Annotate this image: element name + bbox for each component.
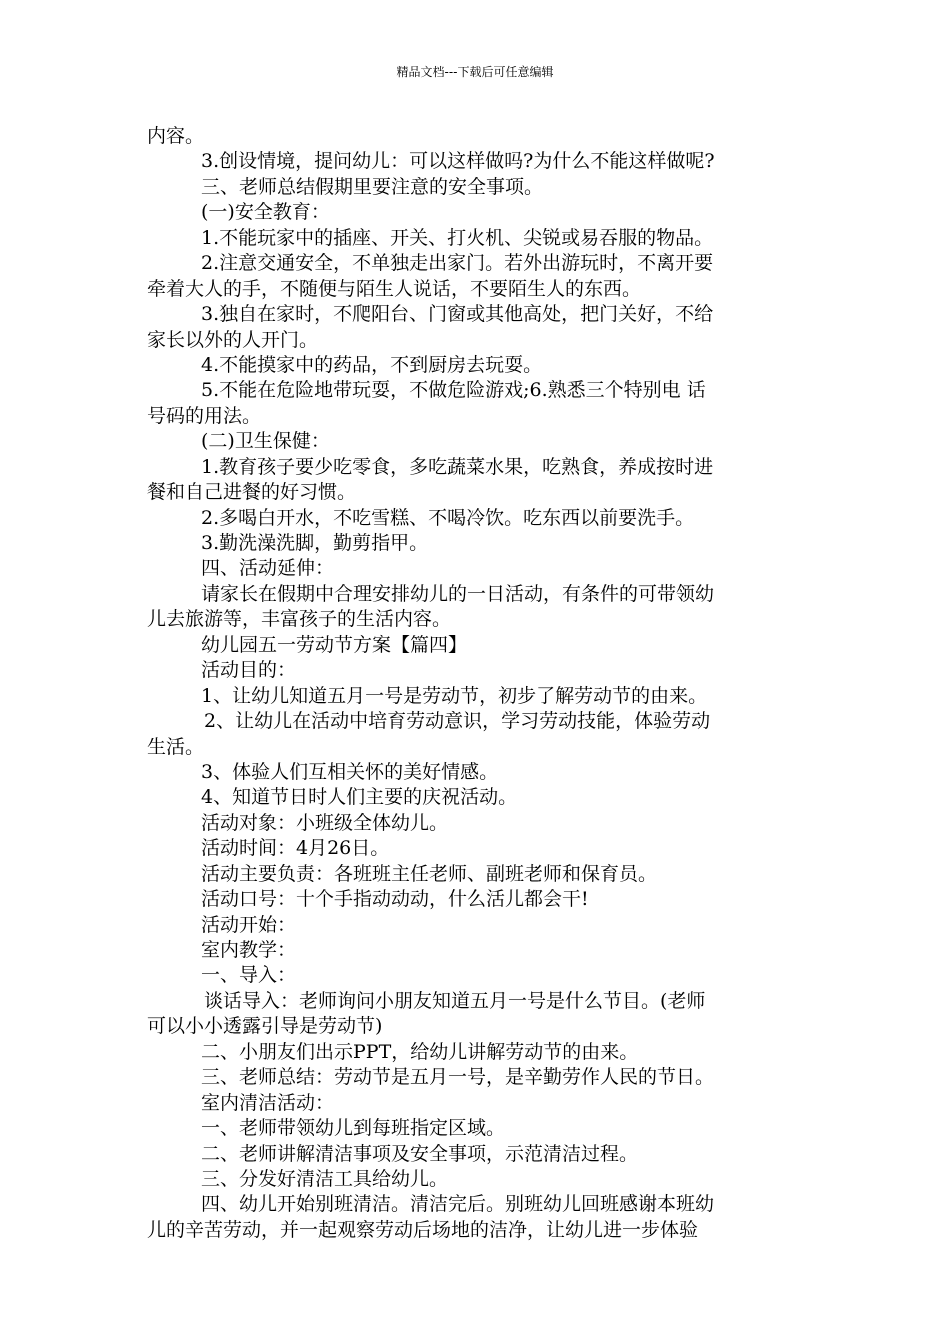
text-line: 家长以外的人开门。	[147, 328, 319, 351]
text-line: 一、导入：	[201, 964, 297, 987]
text-line: 一、老师带领幼儿到每班指定区域。	[201, 1117, 506, 1140]
text-line: 生活。	[147, 735, 205, 758]
text-line: 号码的用法。	[147, 404, 262, 427]
text-line: 1.不能玩家中的插座、开关、打火机、尖锐或易吞服的物品。	[201, 226, 714, 249]
text-line: 2.注意交通安全，不单独走出家门。若外出游玩时，不离开要	[201, 252, 714, 275]
section-title: 幼儿园五一劳动节方案【篇四】	[201, 633, 468, 656]
text-line: 儿去旅游等，丰富孩子的生活内容。	[147, 608, 452, 631]
text-line: 谈话导入：老师询问小朋友知道五月一号是什么节目。(老师	[204, 989, 706, 1012]
text-line: 1、让幼儿知道五月一号是劳动节，初步了解劳动节的由来。	[201, 684, 708, 707]
text-line: 三、老师总结：劳动节是五月一号，是辛勤劳作人民的节日。	[201, 1066, 715, 1089]
text-line: (二)卫生保健：	[201, 430, 330, 453]
text-line: 三、老师总结假期里要注意的安全事项。	[201, 175, 544, 198]
text-line: 活动目的：	[201, 659, 297, 682]
text-line: 儿的辛苦劳动，并一起观察劳动后场地的洁净，让幼儿进一步体验	[147, 1218, 699, 1241]
text-line: 牵着大人的手，不随便与陌生人说话，不要陌生人的东西。	[147, 277, 642, 300]
text-line: 4、知道节日时人们主要的庆祝活动。	[201, 786, 518, 809]
text-line: 活动对象：小班级全体幼儿。	[201, 811, 449, 834]
text-line: 四、活动延伸：	[201, 557, 335, 580]
text-line: 活动主要负责：各班班主任老师、副班老师和保育员。	[201, 862, 658, 885]
text-line: 2、让幼儿在活动中培育劳动意识，学习劳动技能，体验劳动	[204, 710, 711, 733]
text-line: 5.不能在危险地带玩耍，不做危险游戏;6.熟悉三个特别电 话	[201, 379, 706, 402]
text-line: 4.不能摸家中的药品，不到厨房去玩耍。	[201, 353, 543, 376]
text-line: 三、分发好清洁工具给幼儿。	[201, 1167, 449, 1190]
text-line: 2.多喝白开水，不吃雪糕、不喝冷饮。吃东西以前要洗手。	[201, 506, 695, 529]
text-line: 室内教学：	[201, 939, 297, 961]
document-body	[147, 124, 807, 1243]
text-line: 四、幼儿开始别班清洁。清洁完后。别班幼儿回班感谢本班幼	[201, 1193, 715, 1216]
text-line: 3.创设情境，提问幼儿：可以这样做吗?为什么不能这样做呢?	[201, 150, 715, 173]
text-line: 活动开始：	[201, 913, 297, 936]
text-line: 内容。	[147, 125, 205, 147]
text-line: 1.教育孩子要少吃零食，多吃蔬菜水果，吃熟食，养成按时进	[201, 455, 714, 478]
text-line: 二、老师讲解清洁事项及安全事项，示范清洁过程。	[201, 1142, 639, 1165]
text-line: 3、体验人们互相关怀的美好情感。	[201, 760, 499, 783]
text-line: 3.独自在家时，不爬阳台、门窗或其他高处，把门关好，不给	[201, 303, 714, 326]
text-line: 活动时间：4月26日。	[201, 837, 390, 860]
text-line: 请家长在假期中合理安排幼儿的一日活动，有条件的可带领幼	[201, 582, 715, 605]
text-line: 活动口号：十个手指动动动，什么活儿都会干!	[201, 888, 589, 911]
text-line: 3.勤洗澡洗脚，勤剪指甲。	[201, 532, 429, 554]
page-header: 精品文档---下载后可任意编辑	[396, 65, 554, 79]
text-line: 二、小朋友们出示PPT，给幼儿讲解劳动节的由来。	[201, 1040, 639, 1063]
text-line: 室内清洁活动：	[201, 1091, 335, 1114]
text-line: 可以小小透露引导是劳动节)	[147, 1015, 383, 1038]
text-line: 餐和自己进餐的好习惯。	[147, 481, 357, 504]
text-line: (一)安全教育：	[201, 201, 330, 224]
